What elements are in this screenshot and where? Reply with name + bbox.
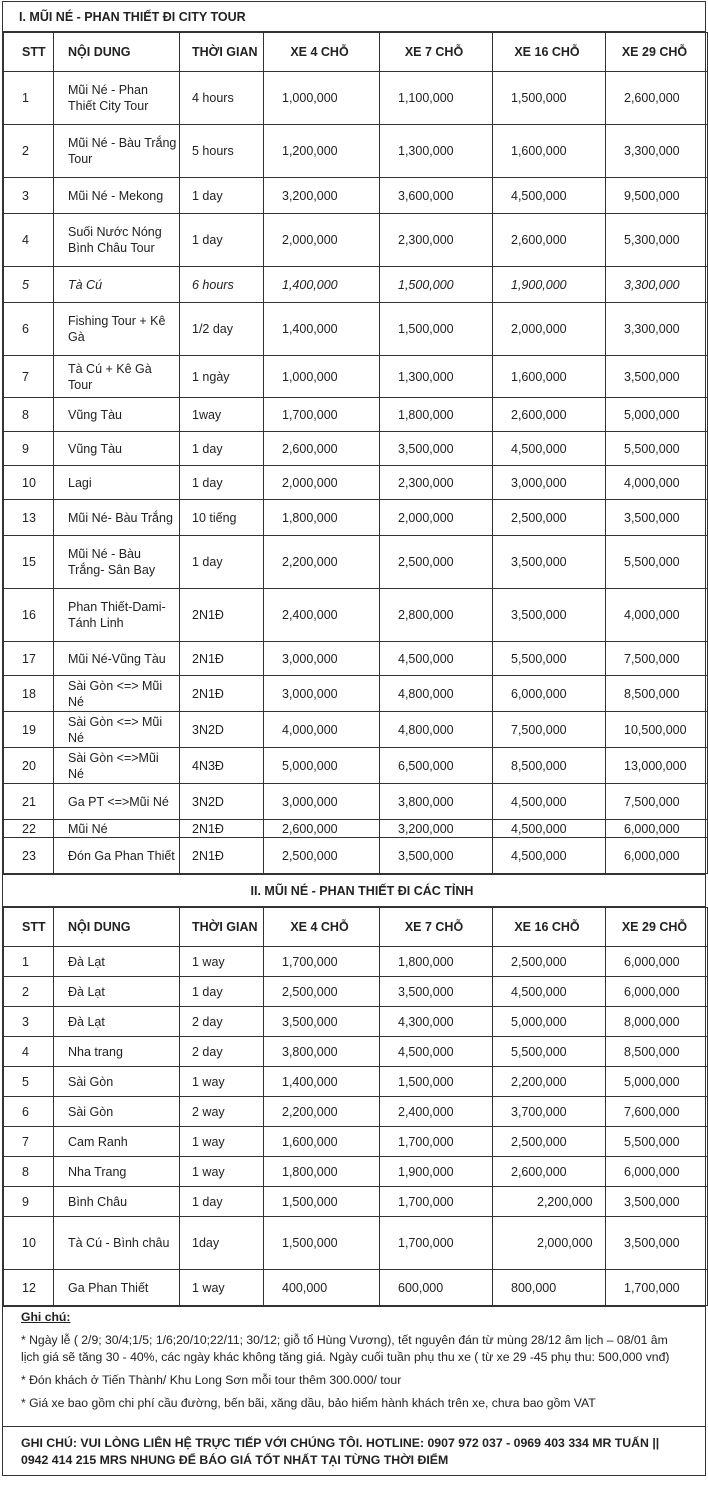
- content-cell: Bình Châu: [54, 1187, 180, 1217]
- price-29-seat-cell: 9,500,000: [606, 178, 708, 214]
- table-row: [4, 977, 708, 1007]
- price-4-seat-cell: 1,800,000: [264, 500, 380, 536]
- content-cell: Mũi Né-Vũng Tàu: [54, 642, 180, 676]
- column-header: XE 7 CHỖ: [380, 33, 493, 72]
- price-16-seat-cell: 4,500,000: [493, 820, 606, 838]
- price-16-seat-cell: 5,000,000: [493, 1007, 606, 1037]
- stt-cell: 20: [4, 748, 54, 784]
- content-cell: Mũi Né - Bàu Trắng- Sân Bay: [54, 536, 180, 589]
- price-16-seat-cell: 5,500,000: [493, 1037, 606, 1067]
- price-4-seat-cell: 1,400,000: [264, 1067, 380, 1097]
- table-row: [4, 1067, 708, 1097]
- stt-cell: 5: [4, 1067, 54, 1097]
- stt-cell: 9: [4, 432, 54, 466]
- price-7-seat-cell: 2,800,000: [380, 589, 493, 642]
- price-29-seat-cell: 3,500,000: [606, 1187, 708, 1217]
- price-16-seat-cell: 3,500,000: [493, 589, 606, 642]
- note-holiday: * Ngày lễ ( 2/9; 30/4;1/5; 1/6;20/10;22/11; 30/12; giỗ tổ Hùng Vương), tết nguyên đán từ mùng 28/12 âm lịch – 08/01 âm lịch giá sẽ tăng 30 - 40%, các ngày khác không tăng giá. Ngày cuối tuần phụ thu xe ( từ xe 29 -45 phụ thu: 500,000 vnđ): [21, 1333, 670, 1364]
- price-16-seat-cell: 1,600,000: [493, 125, 606, 178]
- price-7-seat-cell: 4,500,000: [380, 1037, 493, 1067]
- table-row: [4, 1217, 708, 1270]
- price-29-seat-cell: 6,000,000: [606, 947, 708, 977]
- content-cell: Mũi Né - Phan Thiết City Tour: [54, 72, 180, 125]
- price-7-seat-cell: 2,500,000: [380, 536, 493, 589]
- duration-cell: 3N2D: [180, 712, 264, 748]
- duration-cell: 2N1Đ: [180, 820, 264, 838]
- table-row: [4, 1157, 708, 1187]
- price-4-seat-cell: 2,000,000: [264, 214, 380, 267]
- price-29-seat-cell: 5,500,000: [606, 536, 708, 589]
- table-row: [4, 1007, 708, 1037]
- table-row: [4, 1187, 708, 1217]
- table-row: [4, 500, 708, 536]
- stt-cell: 5: [4, 267, 54, 303]
- price-16-seat-cell: 8,500,000: [493, 748, 606, 784]
- price-16-seat-cell: 1,600,000: [493, 356, 606, 398]
- price-16-seat-cell: 2,000,000: [493, 1217, 606, 1270]
- column-header: XE 7 CHỖ: [380, 908, 493, 947]
- duration-cell: 2 day: [180, 1007, 264, 1037]
- table-header-row: [4, 33, 708, 72]
- duration-cell: 2N1Đ: [180, 676, 264, 712]
- notes-section: [3, 1306, 705, 1426]
- price-16-seat-cell: 4,500,000: [493, 178, 606, 214]
- price-7-seat-cell: 6,500,000: [380, 748, 493, 784]
- price-29-seat-cell: 13,000,000: [606, 748, 708, 784]
- price-29-seat-cell: 8,500,000: [606, 1037, 708, 1067]
- stt-cell: 8: [4, 1157, 54, 1187]
- column-header: NỘI DUNG: [54, 33, 180, 72]
- content-cell: Sài Gòn <=> Mũi Né: [54, 676, 180, 712]
- price-7-seat-cell: 3,500,000: [380, 977, 493, 1007]
- table-row: [4, 748, 708, 784]
- duration-cell: 3N2D: [180, 784, 264, 820]
- price-29-seat-cell: 5,000,000: [606, 398, 708, 432]
- price-29-seat-cell: 5,000,000: [606, 1067, 708, 1097]
- price-16-seat-cell: 4,500,000: [493, 977, 606, 1007]
- stt-cell: 10: [4, 466, 54, 500]
- price-7-seat-cell: 1,300,000: [380, 125, 493, 178]
- content-cell: Mũi Né - Mekong: [54, 178, 180, 214]
- price-16-seat-cell: 6,000,000: [493, 676, 606, 712]
- price-7-seat-cell: 1,900,000: [380, 1157, 493, 1187]
- price-29-seat-cell: 3,500,000: [606, 1217, 708, 1270]
- price-29-seat-cell: 7,500,000: [606, 784, 708, 820]
- price-4-seat-cell: 1,400,000: [264, 267, 380, 303]
- table-row: [4, 712, 708, 748]
- price-7-seat-cell: 1,500,000: [380, 1067, 493, 1097]
- price-4-seat-cell: 1,200,000: [264, 125, 380, 178]
- note-price-includes: * Giá xe bao gồm chi phí cầu đường, bến bãi, xăng dầu, bảo hiểm hành khách trên xe, chưa bao gồm VAT: [21, 1396, 596, 1410]
- price-29-seat-cell: 6,000,000: [606, 1157, 708, 1187]
- stt-cell: 6: [4, 303, 54, 356]
- price-16-seat-cell: 3,700,000: [493, 1097, 606, 1127]
- duration-cell: 1 way: [180, 1270, 264, 1306]
- content-cell: Tà Cú + Kê Gà Tour: [54, 356, 180, 398]
- price-4-seat-cell: 2,000,000: [264, 466, 380, 500]
- stt-cell: 2: [4, 977, 54, 1007]
- price-29-seat-cell: 6,000,000: [606, 838, 708, 874]
- price-29-seat-cell: 5,500,000: [606, 432, 708, 466]
- price-7-seat-cell: 1,700,000: [380, 1187, 493, 1217]
- price-16-seat-cell: 2,200,000: [493, 1067, 606, 1097]
- column-header: XE 4 CHỖ: [264, 33, 380, 72]
- price-7-seat-cell: 2,300,000: [380, 214, 493, 267]
- price-7-seat-cell: 1,800,000: [380, 398, 493, 432]
- content-cell: Đà Lạt: [54, 977, 180, 1007]
- table-row: [4, 303, 708, 356]
- price-4-seat-cell: 3,000,000: [264, 642, 380, 676]
- note-pickup: * Đón khách ở Tiến Thành/ Khu Long Sơn mỗi tour thêm 300.000/ tour: [21, 1373, 402, 1387]
- column-header: THỜI GIAN: [180, 33, 264, 72]
- duration-cell: 4N3Đ: [180, 748, 264, 784]
- price-4-seat-cell: 1,600,000: [264, 1127, 380, 1157]
- price-7-seat-cell: 1,700,000: [380, 1127, 493, 1157]
- price-16-seat-cell: 2,000,000: [493, 303, 606, 356]
- table-row: [4, 589, 708, 642]
- price-4-seat-cell: 1,400,000: [264, 303, 380, 356]
- duration-cell: 1 day: [180, 432, 264, 466]
- price-29-seat-cell: 8,000,000: [606, 1007, 708, 1037]
- content-cell: Tà Cú: [54, 267, 180, 303]
- table-row: [4, 267, 708, 303]
- price-16-seat-cell: 2,500,000: [493, 947, 606, 977]
- duration-cell: 1 day: [180, 178, 264, 214]
- duration-cell: 1way: [180, 398, 264, 432]
- content-cell: Đà Lạt: [54, 1007, 180, 1037]
- price-4-seat-cell: 2,200,000: [264, 536, 380, 589]
- content-cell: Đón Ga Phan Thiết: [54, 838, 180, 874]
- price-16-seat-cell: 800,000: [493, 1270, 606, 1306]
- price-7-seat-cell: 2,300,000: [380, 466, 493, 500]
- price-4-seat-cell: 1,700,000: [264, 398, 380, 432]
- price-16-seat-cell: 2,600,000: [493, 398, 606, 432]
- price-16-seat-cell: 5,500,000: [493, 642, 606, 676]
- price-4-seat-cell: 4,000,000: [264, 712, 380, 748]
- price-29-seat-cell: 6,000,000: [606, 820, 708, 838]
- duration-cell: 2 day: [180, 1037, 264, 1067]
- content-cell: Sài Gòn: [54, 1097, 180, 1127]
- duration-cell: 1/2 day: [180, 303, 264, 356]
- column-header: XE 29 CHỖ: [606, 908, 708, 947]
- duration-cell: 2 way: [180, 1097, 264, 1127]
- column-header: XE 4 CHỖ: [264, 908, 380, 947]
- price-29-seat-cell: 3,300,000: [606, 125, 708, 178]
- price-29-seat-cell: 3,300,000: [606, 303, 708, 356]
- duration-cell: 5 hours: [180, 125, 264, 178]
- duration-cell: 1 way: [180, 1157, 264, 1187]
- table-header-row: [4, 908, 708, 947]
- duration-cell: 1 way: [180, 1127, 264, 1157]
- price-7-seat-cell: 600,000: [380, 1270, 493, 1306]
- content-cell: Mũi Né - Bàu Trắng Tour: [54, 125, 180, 178]
- price-7-seat-cell: 2,400,000: [380, 1097, 493, 1127]
- duration-cell: 1 day: [180, 466, 264, 500]
- stt-cell: 4: [4, 214, 54, 267]
- price-4-seat-cell: 1,500,000: [264, 1217, 380, 1270]
- table-row: [4, 1127, 708, 1157]
- price-29-seat-cell: 5,300,000: [606, 214, 708, 267]
- price-4-seat-cell: 2,600,000: [264, 820, 380, 838]
- content-cell: Sài Gòn: [54, 1067, 180, 1097]
- price-4-seat-cell: 2,500,000: [264, 838, 380, 874]
- stt-cell: 19: [4, 712, 54, 748]
- table-row: [4, 466, 708, 500]
- price-7-seat-cell: 4,800,000: [380, 712, 493, 748]
- price-16-seat-cell: 2,200,000: [493, 1187, 606, 1217]
- table-row: [4, 214, 708, 267]
- content-cell: Sài Gòn <=> Mũi Né: [54, 712, 180, 748]
- stt-cell: 3: [4, 1007, 54, 1037]
- table-row: [4, 676, 708, 712]
- table-row: [4, 947, 708, 977]
- price-4-seat-cell: 3,500,000: [264, 1007, 380, 1037]
- content-cell: Ga PT <=>Mũi Né: [54, 784, 180, 820]
- stt-cell: 22: [4, 820, 54, 838]
- content-cell: Mũi Né: [54, 820, 180, 838]
- stt-cell: 21: [4, 784, 54, 820]
- content-cell: Nha trang: [54, 1037, 180, 1067]
- price-4-seat-cell: 1,000,000: [264, 72, 380, 125]
- price-16-seat-cell: 2,500,000: [493, 1127, 606, 1157]
- price-7-seat-cell: 3,200,000: [380, 820, 493, 838]
- price-7-seat-cell: 3,600,000: [380, 178, 493, 214]
- price-4-seat-cell: 2,500,000: [264, 977, 380, 1007]
- stt-cell: 10: [4, 1217, 54, 1270]
- content-cell: Đà Lạt: [54, 947, 180, 977]
- table-row: [4, 784, 708, 820]
- table-row: [4, 356, 708, 398]
- duration-cell: 2N1Đ: [180, 642, 264, 676]
- price-16-seat-cell: 3,000,000: [493, 466, 606, 500]
- table-row: [4, 642, 708, 676]
- duration-cell: 1 day: [180, 1187, 264, 1217]
- content-cell: Fishing Tour + Kê Gà: [54, 303, 180, 356]
- price-16-seat-cell: 1,900,000: [493, 267, 606, 303]
- content-cell: Nha Trang: [54, 1157, 180, 1187]
- price-16-seat-cell: 1,500,000: [493, 72, 606, 125]
- price-29-seat-cell: 10,500,000: [606, 712, 708, 748]
- stt-cell: 23: [4, 838, 54, 874]
- price-7-seat-cell: 3,800,000: [380, 784, 493, 820]
- table-row: [4, 72, 708, 125]
- price-29-seat-cell: 4,000,000: [606, 466, 708, 500]
- stt-cell: 2: [4, 125, 54, 178]
- table-row: [4, 838, 708, 874]
- price-7-seat-cell: 3,500,000: [380, 838, 493, 874]
- content-cell: Phan Thiết-Dami-Tánh Linh: [54, 589, 180, 642]
- duration-cell: 2N1Đ: [180, 589, 264, 642]
- price-29-seat-cell: 7,500,000: [606, 642, 708, 676]
- section-2-title: II. MŨI NÉ - PHAN THIẾT ĐI CÁC TỈNH: [3, 874, 705, 907]
- price-16-seat-cell: 2,500,000: [493, 500, 606, 536]
- column-header: THỜI GIAN: [180, 908, 264, 947]
- table-row: [4, 1270, 708, 1306]
- price-4-seat-cell: 400,000: [264, 1270, 380, 1306]
- price-4-seat-cell: 2,600,000: [264, 432, 380, 466]
- price-4-seat-cell: 2,200,000: [264, 1097, 380, 1127]
- stt-cell: 13: [4, 500, 54, 536]
- content-cell: Sài Gòn <=>Mũi Né: [54, 748, 180, 784]
- stt-cell: 15: [4, 536, 54, 589]
- price-4-seat-cell: 1,500,000: [264, 1187, 380, 1217]
- price-4-seat-cell: 3,200,000: [264, 178, 380, 214]
- column-header: XE 16 CHỖ: [493, 908, 606, 947]
- content-cell: Vũng Tàu: [54, 398, 180, 432]
- price-4-seat-cell: 5,000,000: [264, 748, 380, 784]
- price-16-seat-cell: 4,500,000: [493, 784, 606, 820]
- content-cell: Ga Phan Thiết: [54, 1270, 180, 1306]
- column-header: STT: [4, 33, 54, 72]
- price-29-seat-cell: 7,600,000: [606, 1097, 708, 1127]
- price-4-seat-cell: 1,000,000: [264, 356, 380, 398]
- table-row: [4, 432, 708, 466]
- notes-heading: Ghi chú:: [21, 1310, 71, 1324]
- stt-cell: 6: [4, 1097, 54, 1127]
- duration-cell: 4 hours: [180, 72, 264, 125]
- table-row: [4, 125, 708, 178]
- table-row: [4, 178, 708, 214]
- content-cell: Tà Cú - Bình châu: [54, 1217, 180, 1270]
- section-1-title: I. MŨI NÉ - PHAN THIẾT ĐI CITY TOUR: [3, 2, 705, 32]
- duration-cell: 1 way: [180, 1067, 264, 1097]
- duration-cell: 1 day: [180, 977, 264, 1007]
- price-7-seat-cell: 1,100,000: [380, 72, 493, 125]
- price-29-seat-cell: 6,000,000: [606, 977, 708, 1007]
- price-4-seat-cell: 3,800,000: [264, 1037, 380, 1067]
- stt-cell: 7: [4, 1127, 54, 1157]
- price-29-seat-cell: 3,500,000: [606, 356, 708, 398]
- stt-cell: 1: [4, 72, 54, 125]
- price-4-seat-cell: 2,400,000: [264, 589, 380, 642]
- price-29-seat-cell: 4,000,000: [606, 589, 708, 642]
- stt-cell: 7: [4, 356, 54, 398]
- content-cell: Suối Nước Nóng Bình Châu Tour: [54, 214, 180, 267]
- city-tour-table: [3, 32, 708, 874]
- duration-cell: 1 day: [180, 214, 264, 267]
- price-7-seat-cell: 1,500,000: [380, 267, 493, 303]
- stt-cell: 17: [4, 642, 54, 676]
- price-7-seat-cell: 4,300,000: [380, 1007, 493, 1037]
- price-7-seat-cell: 1,300,000: [380, 356, 493, 398]
- price-7-seat-cell: 1,700,000: [380, 1217, 493, 1270]
- content-cell: Vũng Tàu: [54, 432, 180, 466]
- price-4-seat-cell: 3,000,000: [264, 676, 380, 712]
- price-4-seat-cell: 1,800,000: [264, 1157, 380, 1187]
- price-29-seat-cell: 1,700,000: [606, 1270, 708, 1306]
- table-row: [4, 1097, 708, 1127]
- content-cell: Lagi: [54, 466, 180, 500]
- price-29-seat-cell: 3,300,000: [606, 267, 708, 303]
- contact-footer: GHI CHÚ: VUI LÒNG LIÊN HỆ TRỰC TIẾP VỚI CHÚNG TÔI. HOTLINE: 0907 972 037 - 0969 403 334 MR TUẤN || 0942 414 215 MRS NHUNG ĐỂ BÁO GIÁ TỐT NHẤT TẠI TỪNG THỜI ĐIỂM: [3, 1426, 705, 1475]
- price-16-seat-cell: 3,500,000: [493, 536, 606, 589]
- price-7-seat-cell: 4,800,000: [380, 676, 493, 712]
- duration-cell: 1 day: [180, 536, 264, 589]
- duration-cell: 10 tiếng: [180, 500, 264, 536]
- price-7-seat-cell: 4,500,000: [380, 642, 493, 676]
- price-7-seat-cell: 1,800,000: [380, 947, 493, 977]
- province-tour-table: [3, 907, 708, 1306]
- stt-cell: 4: [4, 1037, 54, 1067]
- content-cell: Mũi Né- Bàu Trắng: [54, 500, 180, 536]
- price-4-seat-cell: 1,700,000: [264, 947, 380, 977]
- stt-cell: 9: [4, 1187, 54, 1217]
- column-header: XE 29 CHỖ: [606, 33, 708, 72]
- table-row: [4, 536, 708, 589]
- price-29-seat-cell: 2,600,000: [606, 72, 708, 125]
- price-29-seat-cell: 3,500,000: [606, 500, 708, 536]
- table-row: [4, 398, 708, 432]
- content-cell: Cam Ranh: [54, 1127, 180, 1157]
- duration-cell: 1day: [180, 1217, 264, 1270]
- price-16-seat-cell: 2,600,000: [493, 1157, 606, 1187]
- stt-cell: 12: [4, 1270, 54, 1306]
- stt-cell: 3: [4, 178, 54, 214]
- duration-cell: 1 way: [180, 947, 264, 977]
- duration-cell: 2N1Đ: [180, 838, 264, 874]
- price-16-seat-cell: 2,600,000: [493, 214, 606, 267]
- price-29-seat-cell: 5,500,000: [606, 1127, 708, 1157]
- price-4-seat-cell: 3,000,000: [264, 784, 380, 820]
- price-7-seat-cell: 1,500,000: [380, 303, 493, 356]
- column-header: NỘI DUNG: [54, 908, 180, 947]
- duration-cell: 1 ngày: [180, 356, 264, 398]
- column-header: XE 16 CHỖ: [493, 33, 606, 72]
- duration-cell: 6 hours: [180, 267, 264, 303]
- table-row: [4, 1037, 708, 1067]
- price-16-seat-cell: 4,500,000: [493, 838, 606, 874]
- stt-cell: 8: [4, 398, 54, 432]
- price-7-seat-cell: 2,000,000: [380, 500, 493, 536]
- stt-cell: 18: [4, 676, 54, 712]
- price-16-seat-cell: 7,500,000: [493, 712, 606, 748]
- price-sheet: [2, 1, 706, 1476]
- stt-cell: 16: [4, 589, 54, 642]
- stt-cell: 1: [4, 947, 54, 977]
- table-row: [4, 820, 708, 838]
- column-header: STT: [4, 908, 54, 947]
- price-16-seat-cell: 4,500,000: [493, 432, 606, 466]
- price-7-seat-cell: 3,500,000: [380, 432, 493, 466]
- price-29-seat-cell: 8,500,000: [606, 676, 708, 712]
